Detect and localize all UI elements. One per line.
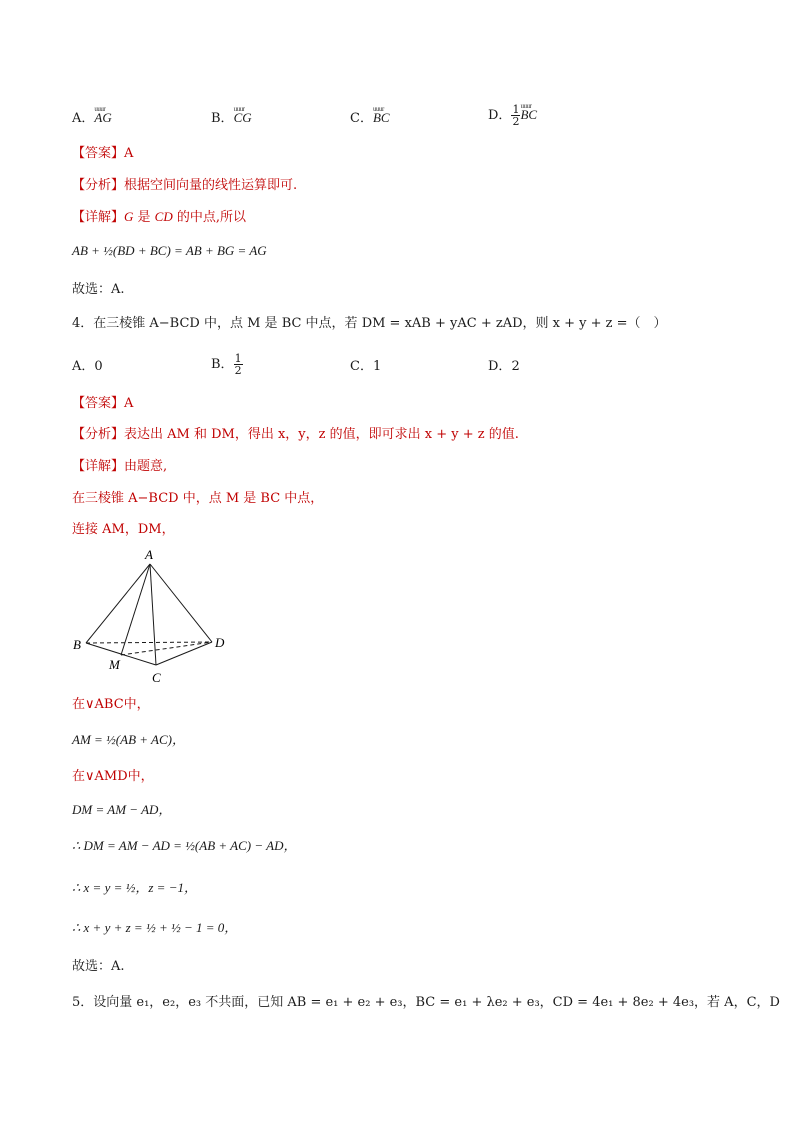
q4-eq4: ∴ x = y = ½，z = −1， [72,880,197,895]
q4-step1: 在三棱锥 A−BCD 中，点 M 是 BC 中点， [72,491,324,506]
q4-stem: 4．在三棱锥 A−BCD 中，点 M 是 BC 中点，若 DM = xAB + yAC + zAD，则 x + y + z =（ ） [72,316,667,331]
option-value: uuur CG [234,108,252,128]
q4-option-d [488,357,520,377]
analysis-text: 表达出 AM 和 DM，得出 x，y，z 的值，即可求出 x + y + z 的值. [124,427,519,442]
edge-cd [156,642,212,665]
label-m: M [109,657,120,672]
option-letter: A． [72,111,95,126]
q4-detail [72,457,167,477]
q4-option-b [211,353,243,376]
q3-option-d [488,104,537,127]
q3-answer [72,144,133,164]
q4-step4: 在∨AMD中， [72,769,154,784]
option-letter: D． [488,359,512,374]
q4-analysis [72,425,519,445]
edge-md [121,642,212,655]
q4-eq1: AM = ½(AB + AC)， [72,732,185,747]
answer-label: 【答案】 [72,396,125,411]
detail-text: G [124,209,134,224]
q4-answer [72,394,133,414]
fraction: $\frac{1}{2}$ [234,352,242,377]
q4-option-a [72,357,103,377]
detail-text: CD [154,209,173,224]
q3-option-b [211,108,252,129]
answer-label: 【答案】 [72,146,125,161]
option-letter: A． [72,359,95,374]
q3-option-c [350,108,390,129]
answer-value: A [124,396,134,411]
edge-bc [86,643,156,665]
q4-step3: 在∨ABC中， [72,697,150,712]
q3-option-a [72,108,112,129]
edge-ab [86,564,150,643]
detail-label: 【详解】 [72,459,125,474]
label-c: C [152,670,161,685]
label-d: D [215,635,225,650]
q4-option-c [350,357,381,377]
pyramid-figure [70,545,240,690]
option-value: 0 [94,359,103,374]
q4-eq3: ∴ DM = AM − AD = ½(AB + AC) − AD， [72,838,297,853]
option-value: uuur BC [520,105,537,125]
edge-ad [150,564,212,642]
analysis-text: 根据空间向量的线性运算即可. [124,178,298,193]
q4-step2: 连接 AM，DM， [72,522,175,537]
detail-text: 由题意, [124,459,168,474]
q3-analysis [72,176,297,196]
option-value: 1 [372,359,382,374]
q3-conclusion: 故选：A. [72,282,125,297]
label-b: B [73,637,81,652]
option-letter: C． [350,111,373,126]
label-a: A [145,547,153,562]
edge-am [121,564,150,655]
option-value: 2 [511,359,520,374]
option-value: uuur AG [94,108,111,128]
option-letter: D． [488,108,512,123]
q3-detail [72,207,246,228]
q5-stem: 5．设向量 e₁，e₂，e₃ 不共面，已知 AB = e₁ + e₂ + e₃，BC = e₁ + λe₂ + e₃，CD = 4e₁ + 8e₂ + 4e₃，若 A，C，D [72,995,780,1010]
q3-equation: AB + ½(BD + BC) = AB + BG = AG [72,243,267,258]
detail-text: 的中点,所以 [172,210,246,225]
answer-value: A [124,146,134,161]
analysis-label: 【分析】 [72,427,125,442]
edge-ac [150,564,156,665]
q4-conclusion: 故选：A. [72,959,125,974]
option-value: uuur BC [373,108,390,128]
fraction: $\frac{1}{2}$ [512,103,520,128]
analysis-label: 【分析】 [72,178,125,193]
detail-text: 是 [133,210,155,225]
q4-eq5: ∴ x + y + z = ½ + ½ − 1 = 0， [72,920,238,935]
option-letter: C． [350,359,373,374]
option-letter: B． [211,111,234,126]
detail-label: 【详解】 [72,210,125,225]
edge-bd [86,642,212,643]
option-letter: B． [211,357,234,372]
q4-eq2: DM = AM − AD， [72,802,172,817]
